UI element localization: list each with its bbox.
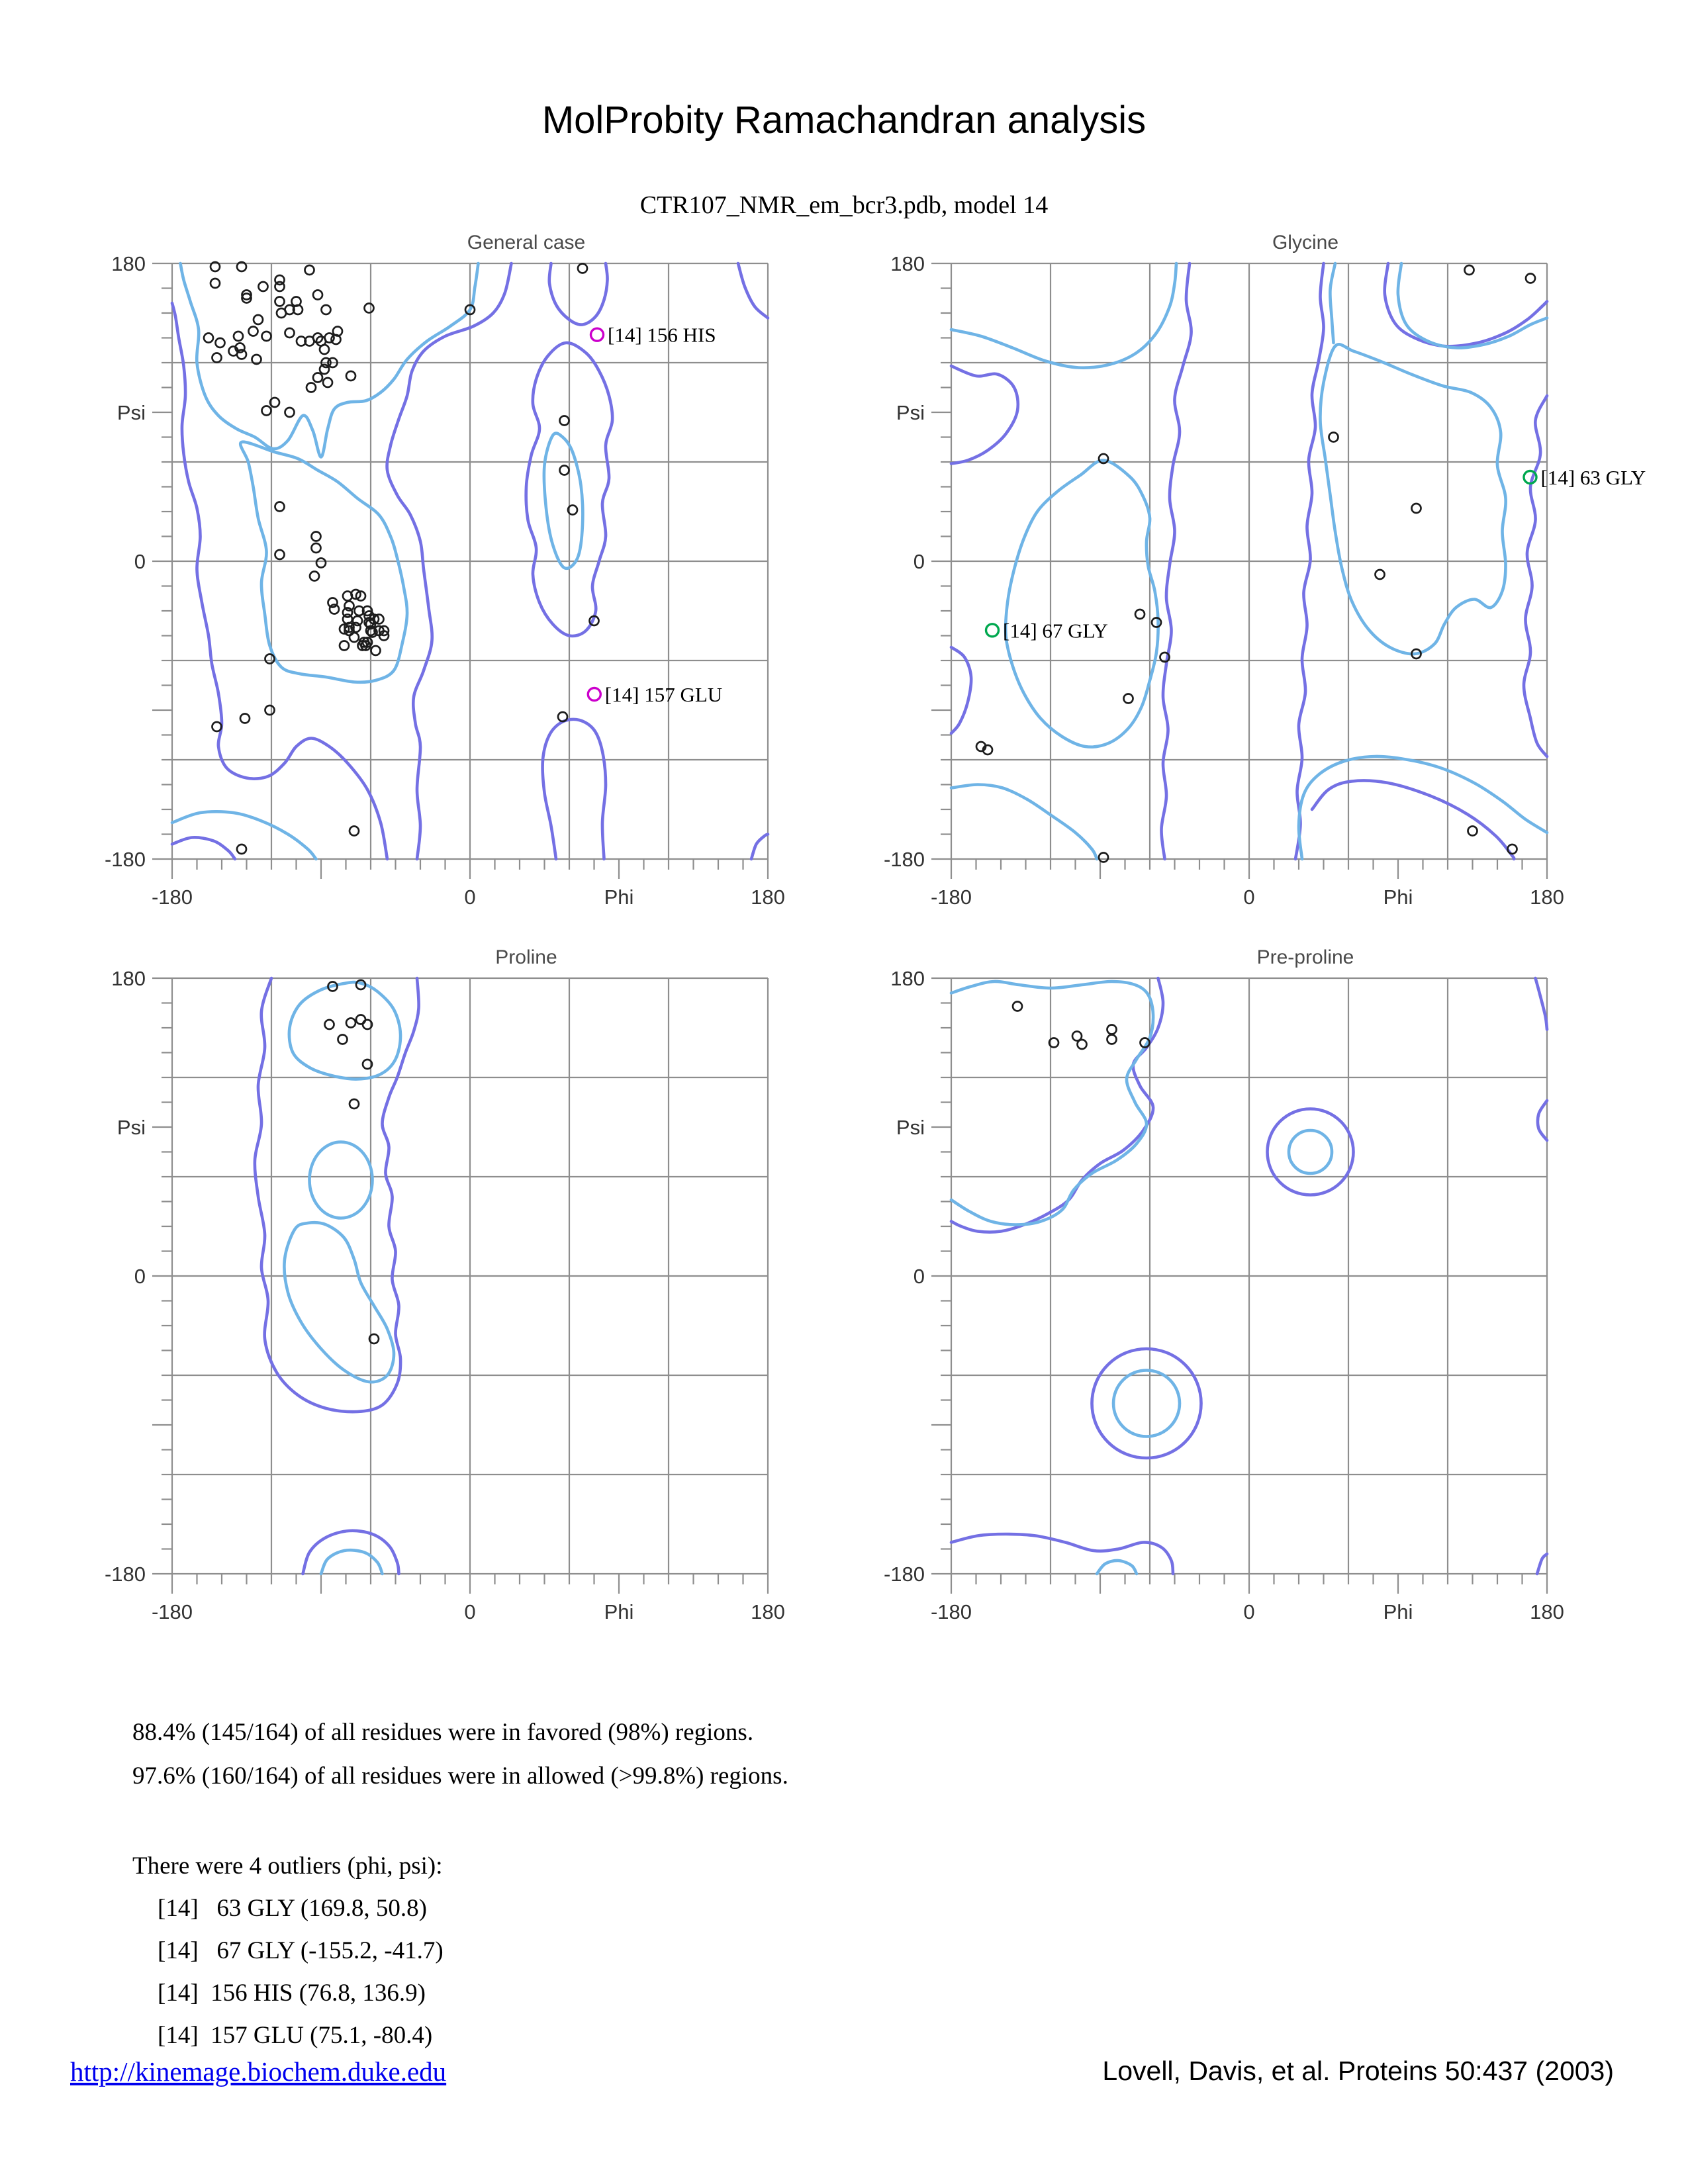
residue-point bbox=[1013, 1002, 1022, 1011]
contour-ring bbox=[1113, 1371, 1180, 1437]
favored-stat: 88.4% (145/164) of all residues were in favored (98%) regions. bbox=[132, 1719, 754, 1746]
contour-ring bbox=[1268, 1109, 1354, 1195]
x-tick-label: -180 bbox=[151, 1600, 193, 1623]
y-axis-label: Psi bbox=[896, 1116, 925, 1139]
x-tick-label: 0 bbox=[464, 886, 476, 909]
residue-points bbox=[204, 262, 599, 854]
contour-path bbox=[543, 719, 606, 859]
y-tick-label: 180 bbox=[111, 252, 146, 275]
residue-point bbox=[578, 264, 587, 273]
x-tick-label: -180 bbox=[930, 886, 972, 909]
residue-point bbox=[1526, 274, 1535, 283]
plot-title: General case bbox=[467, 232, 586, 253]
plot-proline bbox=[73, 938, 900, 1680]
y-tick-label: -180 bbox=[104, 1563, 146, 1586]
contour-path bbox=[303, 1531, 399, 1574]
page-title: MolProbity Ramachandran analysis bbox=[541, 99, 1147, 142]
residue-point bbox=[560, 466, 569, 475]
residue-point bbox=[340, 641, 349, 651]
residue-point bbox=[262, 406, 271, 416]
residue-point bbox=[1376, 570, 1385, 579]
x-tick-label: 180 bbox=[1530, 886, 1564, 909]
contour-path bbox=[284, 1222, 394, 1382]
residue-point bbox=[322, 305, 331, 314]
contour-ring bbox=[310, 1142, 373, 1218]
kinemage-link[interactable]: http://kinemage.biochem.duke.edu bbox=[70, 2056, 447, 2087]
residue-point bbox=[275, 502, 285, 512]
residue-point bbox=[265, 705, 275, 715]
residue-point bbox=[316, 559, 326, 568]
residue-point bbox=[285, 328, 295, 338]
contour-path bbox=[951, 366, 1018, 464]
residue-point bbox=[338, 1035, 348, 1044]
contour-path bbox=[1536, 978, 1548, 1030]
x-tick-label: 0 bbox=[464, 1600, 476, 1623]
outlier-marker-label: [14] 156 HIS bbox=[608, 323, 716, 347]
residue-point bbox=[1468, 827, 1477, 836]
residue-point bbox=[1135, 610, 1145, 619]
residue-point bbox=[249, 327, 258, 336]
residue-point bbox=[558, 712, 567, 721]
plot-title: Glycine bbox=[1272, 232, 1339, 253]
outlier-item: [14] 63 GLY (169.8, 50.8) bbox=[158, 1895, 427, 1922]
y-tick-label: 0 bbox=[134, 550, 146, 573]
x-tick-label: 180 bbox=[751, 1600, 785, 1623]
residue-point bbox=[313, 291, 322, 300]
residue-point bbox=[350, 827, 359, 836]
x-tick-label: 180 bbox=[1530, 1600, 1564, 1623]
outlier-marker bbox=[588, 688, 600, 701]
contour-path bbox=[1006, 460, 1158, 747]
contour-path bbox=[1538, 1101, 1547, 1140]
x-axis-label: Phi bbox=[604, 1600, 634, 1623]
residue-point bbox=[346, 1019, 355, 1028]
residue-point bbox=[285, 408, 295, 417]
residue-point bbox=[1124, 694, 1133, 704]
plot-title: Proline bbox=[495, 946, 557, 968]
contour-path bbox=[1385, 263, 1547, 346]
residue-point bbox=[259, 282, 268, 291]
residue-point bbox=[265, 655, 275, 664]
residue-point bbox=[240, 714, 250, 723]
residue-point bbox=[350, 1099, 359, 1109]
residue-point bbox=[312, 532, 321, 541]
outlier-marker-label: [14] 157 GLU bbox=[604, 683, 723, 706]
y-tick-label: -180 bbox=[883, 1563, 925, 1586]
contour-path bbox=[172, 837, 235, 859]
residue-point bbox=[212, 353, 222, 363]
residue-point bbox=[312, 543, 321, 553]
residue-point bbox=[560, 416, 569, 426]
residue-point bbox=[262, 332, 271, 341]
residue-point bbox=[325, 1020, 334, 1029]
residue-point bbox=[275, 550, 285, 559]
contour-path bbox=[751, 835, 768, 860]
contour-path bbox=[1524, 396, 1547, 756]
contour-path bbox=[240, 442, 407, 682]
residue-points bbox=[1013, 1002, 1150, 1050]
outlier-marker-label: [14] 63 GLY bbox=[1540, 466, 1646, 489]
allowed-stat: 97.6% (160/164) of all residues were in allowed (>99.8%) regions. bbox=[132, 1762, 788, 1790]
residue-point bbox=[275, 297, 285, 306]
residue-point bbox=[365, 304, 374, 313]
citation-text: Lovell, Davis, et al. Proteins 50:437 (2003) bbox=[1102, 2056, 1614, 2086]
model-subtitle: CTR107_NMR_em_bcr3.pdb, model 14 bbox=[639, 191, 1049, 219]
x-axis-label: Phi bbox=[1383, 886, 1413, 909]
residue-point bbox=[254, 315, 263, 324]
contour-path bbox=[951, 978, 1163, 1232]
y-tick-label: 180 bbox=[111, 967, 146, 990]
residue-point bbox=[346, 371, 355, 381]
residue-point bbox=[1099, 853, 1108, 862]
contour-path bbox=[1537, 1554, 1547, 1574]
contour-path bbox=[544, 433, 583, 569]
y-tick-label: 180 bbox=[890, 967, 925, 990]
outlier-item: [14] 157 GLU (75.1, -80.4) bbox=[158, 2022, 433, 2049]
plot-glycine bbox=[852, 224, 1679, 965]
residue-point bbox=[310, 572, 319, 581]
contour-path bbox=[1097, 1561, 1137, 1574]
contour-path bbox=[1398, 263, 1547, 348]
contour-path bbox=[321, 1550, 383, 1574]
x-axis-label: Phi bbox=[1383, 1600, 1413, 1623]
residue-point bbox=[305, 265, 314, 275]
residue-point bbox=[211, 279, 220, 288]
residue-point bbox=[1152, 618, 1161, 627]
plot-title: Pre-proline bbox=[1256, 946, 1354, 968]
outliers-header: There were 4 outliers (phi, psi): bbox=[132, 1852, 443, 1880]
y-tick-label: 0 bbox=[913, 550, 925, 573]
contour-path bbox=[172, 303, 387, 859]
x-tick-label: -180 bbox=[151, 886, 193, 909]
residue-point bbox=[371, 646, 381, 655]
residue-point bbox=[313, 373, 322, 383]
residue-point bbox=[277, 308, 286, 318]
residue-point bbox=[1107, 1025, 1117, 1034]
outlier-marker bbox=[986, 624, 999, 637]
contour-path bbox=[1299, 756, 1547, 859]
y-tick-label: -180 bbox=[883, 848, 925, 871]
residue-point bbox=[323, 378, 332, 387]
plot-general-case bbox=[73, 224, 900, 965]
residue-point bbox=[204, 334, 213, 343]
residue-point bbox=[306, 383, 316, 392]
y-tick-label: 180 bbox=[890, 252, 925, 275]
residue-point bbox=[1078, 1040, 1087, 1049]
residue-point bbox=[350, 633, 359, 642]
y-axis-label: Psi bbox=[117, 401, 146, 424]
x-tick-label: 180 bbox=[751, 886, 785, 909]
contour-path bbox=[951, 263, 1176, 368]
residue-point bbox=[1107, 1035, 1117, 1044]
contour-ring bbox=[1092, 1349, 1201, 1458]
y-axis-label: Psi bbox=[117, 1116, 146, 1139]
outlier-marker bbox=[591, 328, 604, 341]
outlier-marker-label: [14] 67 GLY bbox=[1003, 619, 1108, 643]
contour-path bbox=[951, 981, 1153, 1225]
residue-point bbox=[275, 282, 285, 291]
x-tick-label: 0 bbox=[1243, 1600, 1255, 1623]
contour-path bbox=[738, 263, 768, 318]
outlier-item: [14] 67 GLY (-155.2, -41.7) bbox=[158, 1937, 444, 1964]
residue-point bbox=[1329, 433, 1338, 442]
outlier-item: [14] 156 HIS (76.8, 136.9) bbox=[158, 1979, 426, 2007]
contour-ring bbox=[1289, 1130, 1332, 1173]
y-tick-label: 0 bbox=[913, 1265, 925, 1288]
residue-point bbox=[320, 345, 329, 354]
y-axis-label: Psi bbox=[896, 401, 925, 424]
residue-point bbox=[237, 844, 246, 854]
residue-point bbox=[234, 332, 243, 341]
contour-path bbox=[1312, 781, 1514, 859]
residue-point bbox=[1465, 265, 1474, 275]
residue-point bbox=[1412, 504, 1421, 513]
x-axis-label: Phi bbox=[604, 886, 634, 909]
contour-path bbox=[951, 785, 1097, 860]
x-tick-label: -180 bbox=[930, 1600, 972, 1623]
contour-path bbox=[549, 263, 608, 325]
contour-path bbox=[289, 982, 400, 1079]
contour-path bbox=[951, 1534, 1173, 1574]
x-tick-label: 0 bbox=[1243, 886, 1255, 909]
y-tick-label: 0 bbox=[134, 1265, 146, 1288]
plot-pre-proline bbox=[852, 938, 1679, 1680]
residue-point bbox=[216, 338, 225, 347]
contour-path bbox=[1330, 263, 1335, 343]
y-tick-label: -180 bbox=[104, 848, 146, 871]
